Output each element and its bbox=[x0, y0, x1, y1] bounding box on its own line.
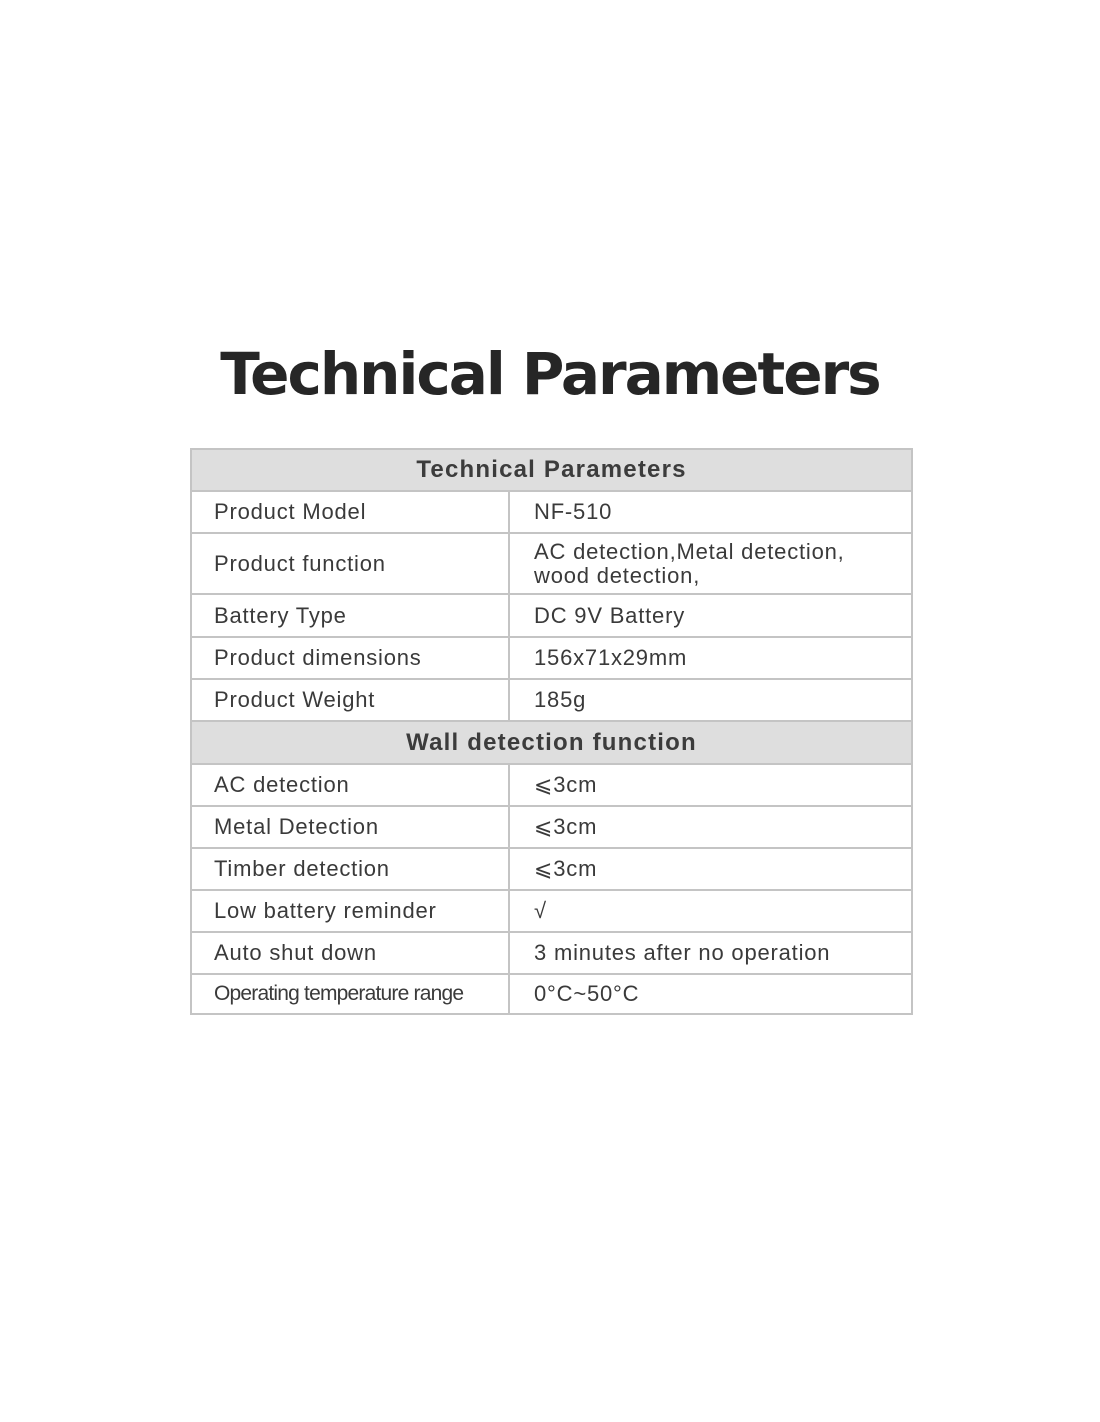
row-label-auto-shut-down: Auto shut down bbox=[191, 932, 509, 974]
row-label-metal-detection: Metal Detection bbox=[191, 806, 509, 848]
row-value-battery-type: DC 9V Battery bbox=[509, 594, 912, 637]
technical-parameters-table bbox=[190, 448, 913, 1015]
row-label-product-weight: Product Weight bbox=[191, 679, 509, 721]
section-header-row bbox=[191, 721, 912, 764]
row-value-product-dimensions: 156x71x29mm bbox=[509, 637, 912, 679]
section-header-row bbox=[191, 449, 912, 491]
row-value-product-function bbox=[509, 533, 912, 594]
table-row bbox=[191, 974, 912, 1014]
row-label-operating-temperature-range: Operating temperature range bbox=[191, 974, 509, 1014]
row-label-product-model: Product Model bbox=[191, 491, 509, 533]
table-row bbox=[191, 533, 912, 594]
table-row bbox=[191, 594, 912, 637]
row-label-product-dimensions: Product dimensions bbox=[191, 637, 509, 679]
row-value-metal-detection: ⩽3cm bbox=[509, 806, 912, 848]
row-value-ac-detection: ⩽3cm bbox=[509, 764, 912, 806]
row-value-product-model: NF-510 bbox=[509, 491, 912, 533]
section-header-wall-detection bbox=[191, 721, 912, 764]
row-value-product-weight: 185g bbox=[509, 679, 912, 721]
row-value-auto-shut-down: 3 minutes after no operation bbox=[509, 932, 912, 974]
row-value-low-battery-reminder: √ bbox=[509, 890, 912, 932]
page-title: Technical Parameters bbox=[220, 340, 880, 408]
row-label-ac-detection: AC detection bbox=[191, 764, 509, 806]
section-header-technical-parameters bbox=[191, 449, 912, 491]
row-value-operating-temperature-range: 0°C~50°C bbox=[509, 974, 912, 1014]
table-row bbox=[191, 890, 912, 932]
table-row bbox=[191, 679, 912, 721]
product-function-line-2: wood detection, bbox=[534, 562, 701, 588]
row-value-timber-detection: ⩽3cm bbox=[509, 848, 912, 890]
section-header-label: Technical Parameters bbox=[416, 456, 687, 483]
table-row bbox=[191, 637, 912, 679]
section-header-label: Wall detection function bbox=[406, 728, 697, 756]
table-row bbox=[191, 848, 912, 890]
row-label-product-function: Product function bbox=[191, 533, 509, 594]
table-row bbox=[191, 764, 912, 806]
row-label-battery-type: Battery Type bbox=[191, 594, 509, 637]
table-row bbox=[191, 806, 912, 848]
row-label-low-battery-reminder: Low battery reminder bbox=[191, 890, 509, 932]
table-row bbox=[191, 932, 912, 974]
table-row bbox=[191, 491, 912, 533]
product-function-line-1: AC detection,Metal detection, bbox=[534, 538, 845, 564]
row-label-timber-detection: Timber detection bbox=[191, 848, 509, 890]
